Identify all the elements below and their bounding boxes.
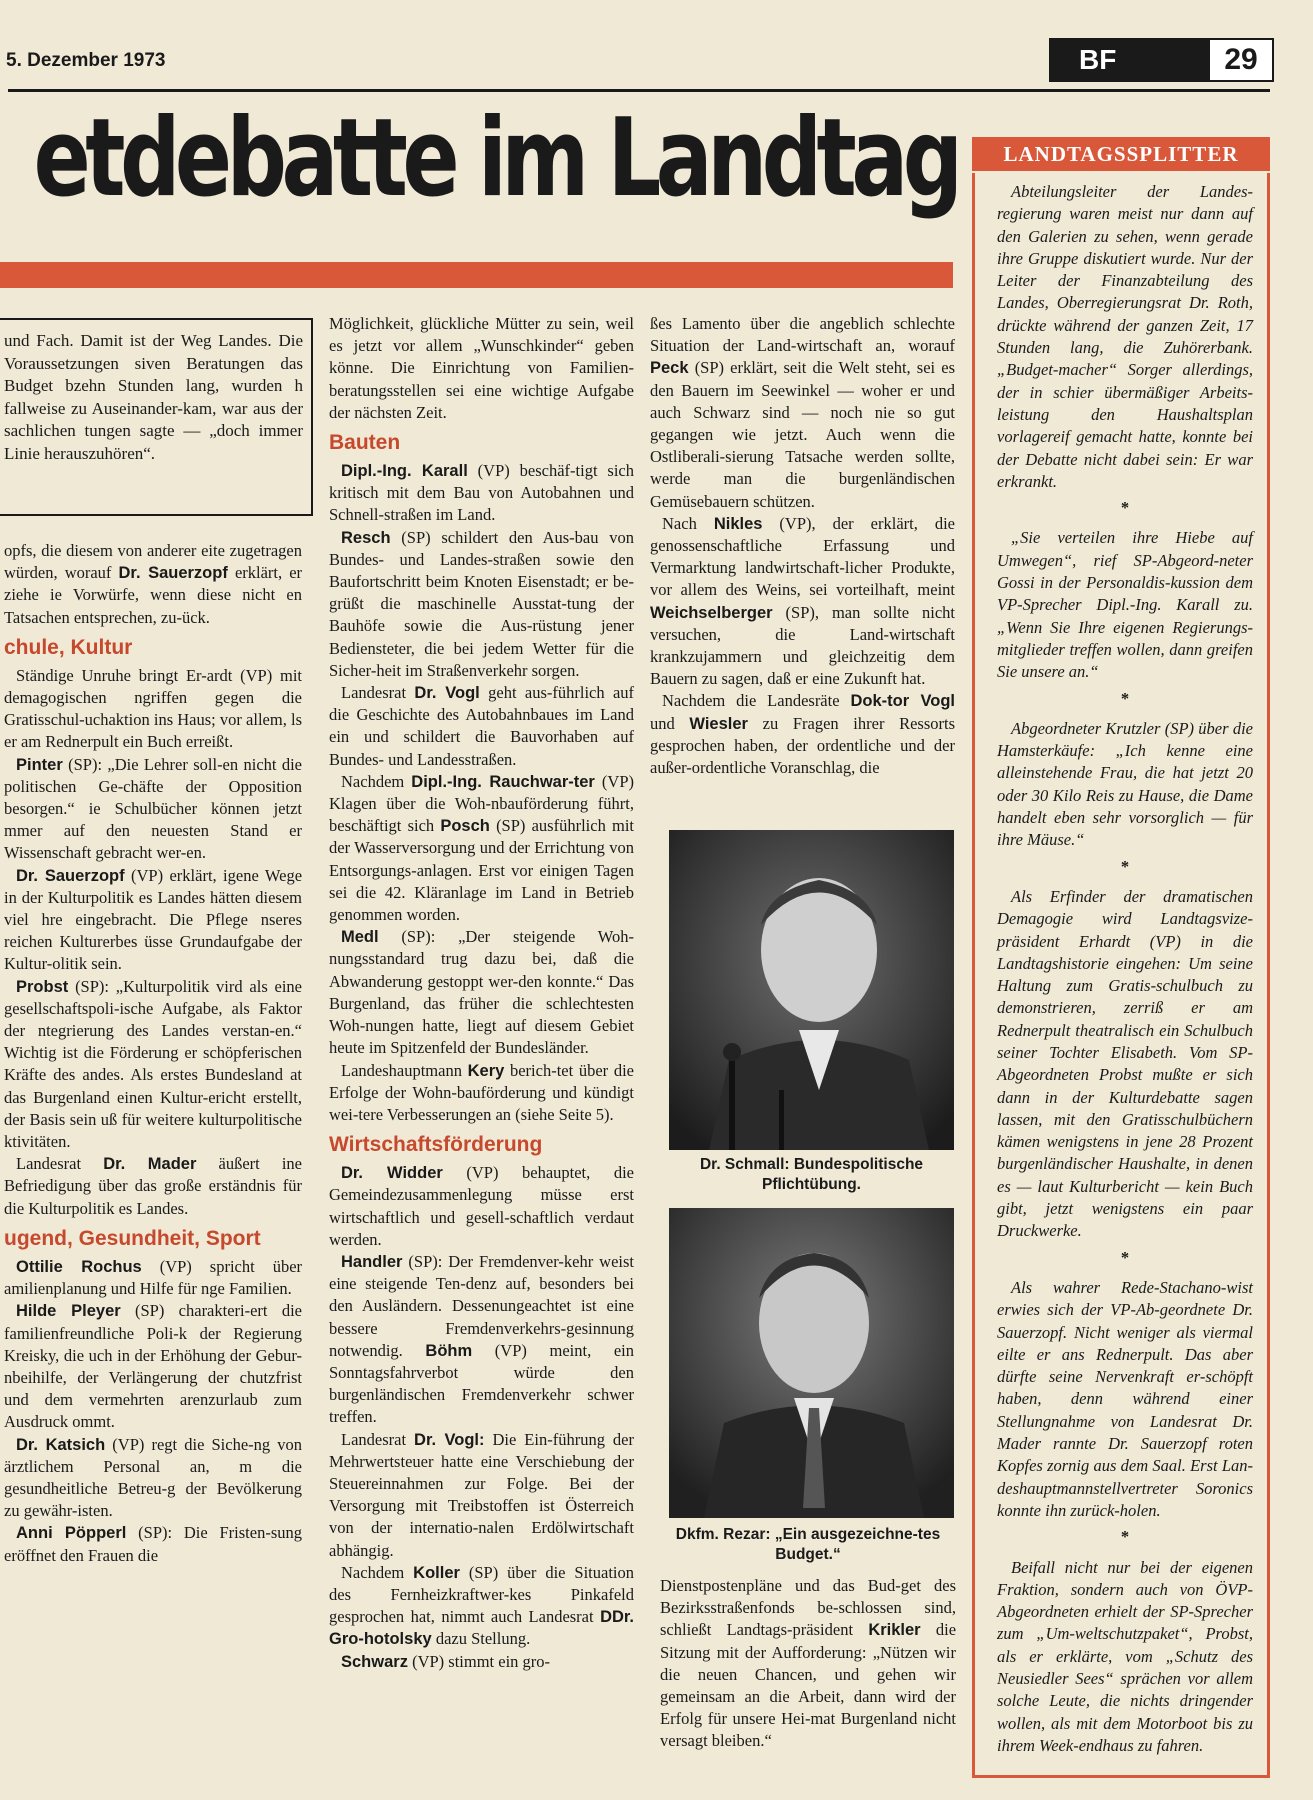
paragraph: Ständige Unruhe bringt Er-ardt (VP) mit demagogischen ngriffen gegen die Gratisschul-uchaktion ins Haus; vor allem, ls er am Rednerpult ein Buch erreißt.: [4, 665, 302, 752]
asterisk-divider: *: [1120, 498, 1130, 518]
sidebar-landtagssplitter: [972, 173, 1270, 1778]
section-heading-wirtschaft: Wirtschaftsförderung: [329, 1133, 543, 1157]
paragraph: Landesrat Dr. Vogl geht aus-führlich auf die Geschichte des Autobahnbaues im Land ein und schildert die Bauvorhaben auf Bundes- und Landesstraßen.: [329, 683, 635, 769]
article-column-3-bottom: [660, 1575, 956, 1753]
paragraph: Schwarz (VP) stimmt ein gro-: [341, 1651, 551, 1671]
intro-box: [0, 318, 313, 516]
article-column-2: [329, 313, 634, 1673]
paragraph: Anni Pöpperl (SP): Die Fristen-sung eröffnet den Frauen die: [4, 1523, 303, 1565]
headline: [0, 110, 960, 260]
paragraph: Handler (SP): Der Fremdenver-kehr weist eine steigende Ten-denz auf, besonders bei den Ausländern. Dessenungeachtet ist eine bessere Fremdenverkehrs-gesinnung notwendig. Böhm (VP) meint, ein Sonntagsfahrverbot würde den burgenländischen Fremdenverkehr schwer treffen.: [329, 1251, 634, 1427]
sidebar-item: Als wahrer Rede-Stachano-wist erwies sich der VP-Ab-geordnete Dr. Sauerzopf. Nicht weniger als viermal eilte er ans Rednerpult. Das aber dürfte seine Nervenkraft er-schöpft haben, denn während einer Stellungnahme von Landesrat Dr. Mader rannte Dr. Sauerzopf roten Kopfes zornig aus dem Saal. Erst Lan-deshauptmannstellvertreter Soronics konnte ihn zurück-holen.: [997, 1277, 1253, 1520]
headline-underline-bar: [0, 262, 953, 288]
headline-text: etdebatte im Landtag: [34, 110, 958, 221]
paragraph: Dienstpostenpläne und das Bud-get des Bezirksstraßenfonds be-schlossen sind, schließt Landtags-präsident Krikler die Sitzung mit der Aufforderung: „Nützen wir die neuen Chancen, und gehen wir gemeinsam an die Arbeit, dann wird der Erfolg für unsere Hei-mat Burgenland nicht versagt bleiben.“: [660, 1576, 957, 1751]
section-heading-jugend: ugend, Gesundheit, Sport: [4, 1226, 261, 1250]
asterisk-divider: *: [1120, 856, 1130, 876]
page-badge: [1049, 38, 1274, 82]
sidebar-item: Abgeordneter Krutzler (SP) über die Hamsterkäufe: „Ich kenne eine alleinstehende Frau, die hat jetzt 20 oder 30 Kilo Reis zu Hause, die Dame handelt eben sehr vorsorglich — für ihre Mäuse.“: [997, 718, 1253, 850]
header-rule: [8, 89, 1270, 92]
paragraph: Probst (SP): „Kulturpolitik vird als eine gesellschaftspoli-ische Aufgabe, als Faktor der ntegrierung des Landes verstan-en.“ Wichtig ist die Förderung er schöpferischen Kräfte des andes. Als erstes Bundesland at das Burgenland einen Kultur-ericht erstellt, der Basis sein uß für weitere kulturpolitische ktivitäten.: [4, 976, 303, 1152]
sidebar-item: Abteilungsleiter der Landes-regierung waren meist nur dann auf den Galerien zu sehen, wenn gerade ihre Gruppe diskutiert wurde. Nur der Leiter der Finanzabteilung des Landes, Oberregierungsrat Dr. Roth, drückte während der ganzen Zeit, 17 Stunden lang, die Zuhörerbank. „Budget-macher“ Sorger allerdings, der in schier übermäßiger Arbeits-leistung den Haushaltsplan vorlagereif gemacht hatte, konnte bei der Debatte nicht dabei sein: Er war erkrankt.: [997, 182, 1253, 491]
sidebar-item: Als Erfinder der dramatischen Demagogie wird Landtagsvize-präsident Erhardt (VP) in die Landtagshistorie eingehen: Um seine Haltung zum Gratis-schulbuch zu demonstrieren, zerriß er am Rednerpult theatralisch ein Schulbuch seiner Tochter Elisabeth. Vom SP-Abgeordneten Probst mußte er sich dann in der Kulturdebatte sagen lassen, mit den Gratisschulbüchern kämen wenigstens in jene 28 Prozent burgenländischer Haushalte, in denen es — laut Kulturbericht — kein Buch gibt, jetzt wenigstens ein paar Druckwerke.: [997, 886, 1253, 1241]
portrait-photo-rezar: [669, 1208, 954, 1518]
article-column-1: [4, 540, 302, 1567]
portrait-photo-schmall: [669, 830, 954, 1150]
intro-text: und Fach. Damit ist der Weg Landes. Die Voraussetzungen siven Beratungen das Budget bzehn Stunden lang, wurden h fallweise zu Auseinander-kam, war aus der sachlichen tungen sagte — „doch immer Linie herauszuhören“.: [4, 331, 303, 463]
issue-date: 5. Dezember 1973: [6, 50, 166, 71]
asterisk-divider: *: [1120, 688, 1130, 708]
article-column-3: [650, 313, 955, 779]
paragraph: Pinter (SP): „Die Lehrer soll-en nicht die politischen Ge-chäfte der Opposition besorgen.“ ie Schulbücher können jetzt mmer auf den neuesten Stand er Wissenschaft gebracht wer-en.: [4, 754, 302, 863]
paragraph: Nach Nikles (VP), der erklärt, die genossenschaftliche Erfassung und Vermarktung landwirtschaft-licher Produkte, vor allem des Weins, sei vorteilhaft, meint Weichselberger (SP), man sollte nicht versuchen, die Land-wirtschaft krankzujammern und gleichzeitig dem Bauern zu sagen, daß er eine Zukunft hat.: [650, 513, 955, 689]
paragraph: Dr. Sauerzopf (VP) erklärt, igene Wege in der Kulturpolitik es Landes hätten diesem viel hre eingebracht. Die Pflege nseres reichen Kulturerbes üsse Grundaufgabe der Kultur-olitik sein.: [4, 865, 303, 974]
paragraph: Dr. Katsich (VP) regt die Siche-ng von ärztlichem Personal an, m die gesundheitliche Betreu-g der Bevölkerung zu gewähr-isten.: [4, 1434, 303, 1521]
photo-caption-2: Dkfm. Rezar: „Ein ausgezeichne-tes Budget.“: [675, 1526, 941, 1563]
paragraph: Nachdem die Landesräte Dok-tor Vogl und Wiesler zu Fragen ihrer Ressorts gesprochen haben, der ordentliche und der außer-ordentliche Voranschlag, die: [650, 691, 956, 778]
paragraph: Nachdem Koller (SP) über die Situation des Fernheizkraftwer-kes Pinkafeld gesprochen hat, nimmt auch Landesrat DDr. Gro-hotolsky dazu Stellung.: [329, 1562, 635, 1649]
asterisk-divider: *: [1120, 1527, 1130, 1547]
sidebar-item: „Sie verteilen ihre Hiebe auf Umwegen“, rief SP-Abgeord-neter Gossi in der Personaldis-kussion dem VP-Sprecher Dipl.-Ing. Karall zu. „Wenn Sie Ihre eigenen Regierungs-mitglieder treffen wollen, dann greifen Sie unsere an.“: [997, 528, 1253, 682]
asterisk-divider: *: [1120, 1247, 1130, 1267]
paragraph: ßes Lamento über die angeblich schlechte Situation der Land-wirtschaft an, worauf Peck (SP) erklärt, seit die Welt steht, sei es den Bauern im Seewinkel — woher er und auch Schwarz sind — noch nie so gut gegangen wie jetzt. Auch wenn die Ostliberali-sierung Tatsache werden sollte, werde man die burgenländischen Gemüsebauern schützen.: [650, 314, 956, 511]
paragraph: Möglichkeit, glückliche Mütter zu sein, weil es jetzt vor allem „Wunschkinder“ geben könne. Die Einrichtung von Familien-beratungsstellen sei eine wichtige Aufgabe der nächsten Zeit.: [329, 314, 634, 422]
paragraph: Landesrat Dr. Mader äußert ine Befriedigung über das große erständnis für die Kulturpolitik es Landes.: [4, 1154, 303, 1218]
paragraph: Nachdem Dipl.-Ing. Rauchwar-ter (VP) Klagen über die Woh-nbauförderung führt, beschäftigt sich Posch (SP) ausführlich mit der Wasserversorgung und der Errichtung von Entsorgungs-anlagen. Erst vor einigen Tagen sei die 42. Kläranlage im Land in Betrieb genommen worden.: [329, 771, 635, 925]
paragraph: Landeshauptmann Kery berich-tet über die Erfolge der Wohn-bauförderung und kündigt wei-tere Verbesserungen an (siehe Seite 5).: [329, 1060, 634, 1124]
paragraph: Medl (SP): „Der steigende Woh-nungsstandard trug dazu bei, daß die Abwanderung gestoppt wer-den konnte.“ Das Burgenland, das früher die schlechtesten Woh-nungen hatte, liegt auf diesem Gebiet heute im Spitzenfeld der Bundesländer.: [329, 927, 635, 1058]
section-heading-bauten: Bauten: [329, 431, 401, 455]
paragraph: Dr. Widder (VP) behauptet, die Gemeindezusammenlegung müsse erst wirtschaftlich und gesell-schaftlich verdaut werden.: [329, 1163, 634, 1249]
sidebar-item: Beifall nicht nur bei der eigenen Fraktion, sondern auch von ÖVP-Abgeordneten erhielt der SP-Sprecher zum „Um-weltschutzpaket“, Probst, als er erklärte, vom „Schutz des Neusiedler Sees“ sprächen vor allem solche Leute, die nichts dringender wollen, als mit dem Motorboot bis zu ihrem Week-endhaus zu fahren.: [997, 1557, 1253, 1755]
paragraph: Resch (SP) schildert den Aus-bau von Bundes- und Landes-straßen sowie den Baufortschritt beim Knoten Eisenstadt; er be-grüßt die maschinelle Ausstat-tung der Bauhöfe sowie die Aus-rüstung jener Bediensteter, die bei jedem Wetter für die Sicher-heit im Straßenverkehr sorgen.: [329, 527, 634, 680]
paragraph: Dipl.-Ing. Karall (VP) beschäf-tigt sich kritisch mit dem Bau von Autobahnen und Schnell-straßen im Land.: [329, 461, 634, 525]
paragraph: Ottilie Rochus (VP) spricht über amilienplanung und Hilfe für nge Familien.: [4, 1256, 303, 1299]
paragraph: Landesrat Dr. Vogl: Die Ein-führung der Mehrwertsteuer hatte eine Verschiebung der Steuereinnahmen zur Folge. Bei der Versorgung mit Treibstoffen ist Österreich von der internatio-nalen Erdölwirtschaft abhängig.: [329, 1429, 634, 1560]
sidebar-title: LANDTAGSSPLITTER: [972, 137, 1270, 171]
section-heading-schule: chule, Kultur: [4, 635, 133, 659]
paragraph: Hilde Pleyer (SP) charakteri-ert die familienfreundliche Poli-k der Regierung Kreisky, die uch in der Erhöhung der Gebur-nbeihilfe, der Verlängerung der chutzfrist und dem vermehrten arenzurlaub zum Ausdruck ommt.: [4, 1301, 302, 1432]
publication-label: BF: [1051, 40, 1207, 80]
photo-caption-1: Dr. Schmall: Bundespolitische Pflichtübung.: [699, 1156, 924, 1193]
paragraph: opfs, die diesem von anderer eite zugetragen würden, worauf Dr. Sauerzopf erklärt, er ziehe ie Vorwürfe, wenn diese nicht en Tatsachen entsprechen, zu-ück.: [4, 541, 303, 627]
page-number: 29: [1207, 40, 1272, 80]
